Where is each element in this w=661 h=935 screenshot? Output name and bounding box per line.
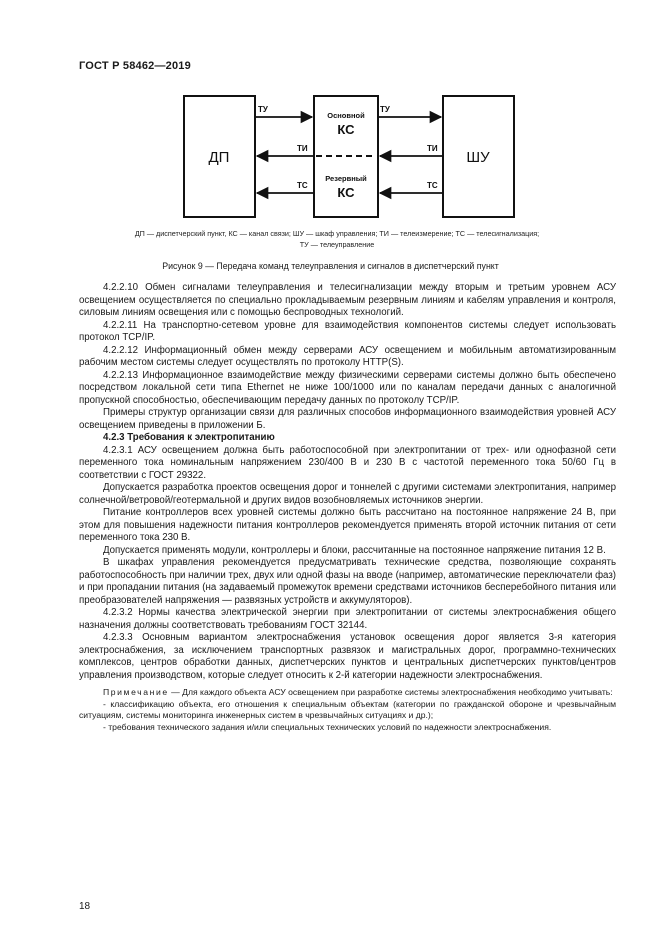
body-text [79, 282, 616, 733]
legend-line-2: ТУ — телеуправление [299, 239, 375, 249]
section-heading: 4.2.3 Требования к электропитанию [103, 432, 275, 443]
paragraph: 4.2.2.10 Обмен сигналами телеуправления и телесигнализации между вторым и третьим уровнем АСУ освещением осуществляется по специально прокладываемым резервным линиям и кабелям управления и контроля, силовым линиям освещения или с помощью беспроводных технологий. [79, 282, 616, 318]
paragraph: 4.2.2.11 На транспортно-сетевом уровне для взаимодействия компонентов системы следует использовать протокол TCP/IP. [79, 319, 616, 343]
paragraph: 4.2.2.12 Информационный обмен между серверами АСУ освещением и мобильным автоматизированным рабочим местом системы следует осуществлять по протоколу HTTP(S). [79, 344, 616, 368]
note-item: - требования технического задания и/или специальных технических условий по надежности электроснабжения. [103, 721, 552, 732]
page-number: 18 [79, 901, 91, 912]
note-label: Примечание [103, 687, 169, 697]
note-item: - классификацию объекта, его отношения к специальным объектам (категории по гражданской обороне и чрезвычайным ситуациям, системы мониторинга инженерных систем в чрезвычайных ситуациях и др.); [79, 698, 616, 720]
paragraph: Примеры структур организации связи для различных способов информационного взаимодействия уровней АСУ освещением приведены в приложении Б. [79, 407, 616, 431]
document-header: ГОСТ Р 58462—2019 [79, 60, 191, 72]
note [79, 687, 616, 699]
tu-label-left: ТУ [258, 105, 268, 114]
tu-label-right: ТУ [380, 105, 390, 114]
paragraph: 4.2.3.2 Нормы качества электрической энергии при электропитании от системы электроснабжения общего назначения должны соответствовать требованиям ГОСТ 32144. [79, 607, 616, 631]
main-ks-small: Основной [327, 111, 365, 120]
ti-label-right: ТИ [427, 144, 438, 153]
figure-caption: Рисунок 9 — Передача команд телеуправления и сигналов в диспетчерский пункт [162, 261, 499, 271]
paragraph: Допускается разработка проектов освещения дорог и тоннелей с другими системами электропитания, например солнечной/ветровой/геотермальной и других видов возобновляемых источников энергии. [79, 482, 616, 506]
figure-legend [92, 229, 582, 250]
paragraph: 4.2.3.3 Основным вариантом электроснабжения установок освещения дорог является 3-я категория электроснабжения, за исключением транспортных развязок и магистральных дорог, программно-технических комплексов, центров обработки данных, диспетчерских пунктов и центральных диспетчерских пунктов/центров управления производством, которые следует относить к 2-й категории надежности электроснабжения. [79, 632, 616, 681]
dp-label: ДП [208, 149, 230, 166]
paragraph: В шкафах управления рекомендуется предусматривать технические средства, позволяющие сохранять работоспособность при наличии трех, двух или одной фазы на вводе (например, автоматические переключатели фаз) и при пропадании питания (на задаваемый промежуток времени средствами источников бесперебойного питания или преобразователей напряжения — развязных устройств и аккумуляторов). [79, 557, 616, 606]
signal-diagram [0, 0, 661, 230]
ts-label-left: ТС [297, 181, 308, 190]
paragraph: Питание контроллеров всех уровней системы должно быть рассчитано на постоянное напряжение 24 В, при этом для повышения надежности питания контроллеров рекомендуется применять второй источник питания от сети переменного тока 230 В. [79, 507, 616, 543]
ts-label-right: ТС [427, 181, 438, 190]
paragraph: 4.2.2.13 Информационное взаимодействие между физическими серверами системы должно быть обеспечено посредством локальной сети типа Ethernet не ниже 100/1000 или по каналам передачи данных с аналогичной пропускной способностью, обеспечивающим передачу данных по протоколу TCP/IP. [79, 369, 616, 406]
shu-label: ШУ [466, 149, 490, 166]
paragraph: Допускается применять модули, контроллеры и блоки, рассчитанные на постоянное напряжение питания 12 В. [103, 544, 606, 556]
note-intro: — Для каждого объекта АСУ освещением при разработке системы электроснабжения необходимо учитывать: [168, 687, 613, 697]
legend-line-1: ДП — диспетчерский пункт, КС — канал связи; ШУ — шкаф управления; ТИ — телеизмерение; ТС — телесигнализация; [134, 229, 540, 238]
main-ks-big: КС [337, 122, 355, 137]
paragraph: 4.2.3.1 АСУ освещением должна быть работоспособной при электропитании от трех- или однофазной сети переменного тока номинальным напряжением 230/400 В и 230 В с частотой переменного тока 50/60 Гц в соответствии с ГОСТ 29322. [79, 444, 616, 481]
reserve-ks-small: Резервный [325, 174, 367, 183]
reserve-ks-big: КС [337, 185, 355, 200]
ti-label-left: ТИ [297, 144, 308, 153]
